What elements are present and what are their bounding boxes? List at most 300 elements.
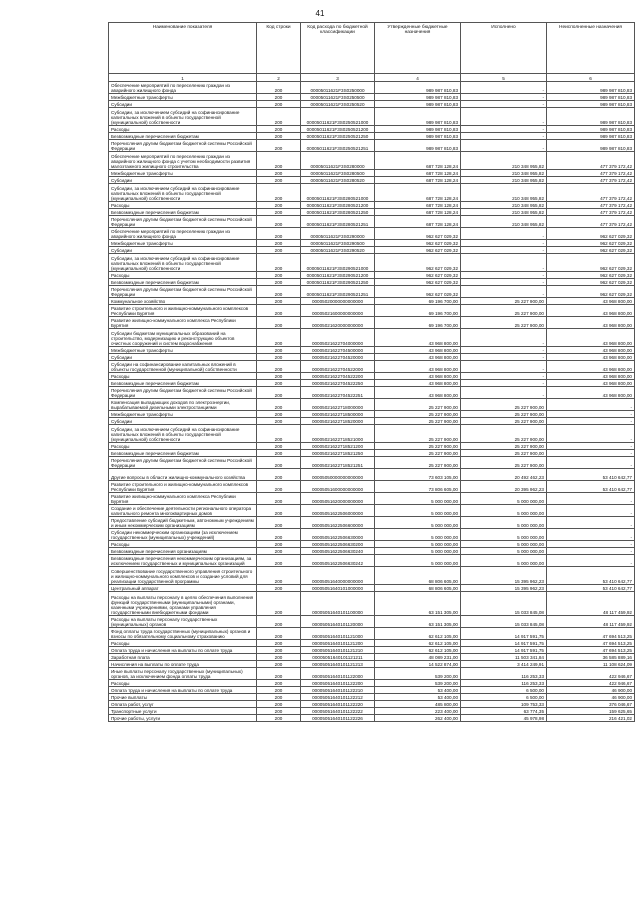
row-unexecuted: 962 627 029,32: [547, 254, 635, 272]
row-unexecuted: -: [547, 529, 635, 541]
table-row: [109, 567, 635, 585]
row-approved: 68 806 605,00: [375, 567, 461, 585]
row-budget-code: 00005051622506600000: [301, 517, 375, 529]
table-row: [109, 450, 635, 457]
row-line-code: 200: [257, 247, 301, 254]
row-name: Безвозмездные перечисления организациям: [109, 548, 257, 555]
row-unexecuted: 43 968 800,00: [547, 329, 635, 347]
row-approved: 262 400,00: [375, 715, 461, 722]
row-name: Развитие жилищно-коммунального комплекса Республики Бурятия: [109, 493, 257, 505]
row-executed: 25 227 900,00: [461, 399, 547, 411]
row-executed: 25 227 900,00: [461, 425, 547, 443]
row-budget-code: 00005051640101122200: [301, 680, 375, 687]
row-budget-code: 00005021622718500000: [301, 411, 375, 418]
row-approved: 62 612 105,00: [375, 640, 461, 647]
row-line-code: 200: [257, 82, 301, 94]
row-unexecuted: 477 379 172,42: [547, 202, 635, 209]
row-approved: 62 612 105,00: [375, 628, 461, 640]
row-line-code: 200: [257, 694, 301, 701]
row-approved: 25 227 900,00: [375, 450, 461, 457]
row-executed: 210 348 955,82: [461, 184, 547, 202]
row-budget-code: 00005051640101121000: [301, 628, 375, 640]
row-approved: 5 000 000,00: [375, 548, 461, 555]
row-budget-code: 00005051640101122000: [301, 668, 375, 680]
row-executed: 11 503 341,84: [461, 654, 547, 661]
row-name: Обеспечение мероприятий по переселению граждан из аварийного жилищного фонда с учетом необходимости развития малоэтажного жилищного строительства: [109, 152, 257, 170]
row-unexecuted: 53 410 642,77: [547, 567, 635, 585]
column-number: 4: [375, 74, 461, 82]
table-row: [109, 715, 635, 722]
row-approved: 43 968 800,00: [375, 329, 461, 347]
row-unexecuted: 989 987 810,83: [547, 126, 635, 133]
row-name: Предоставление субсидий бюджетным, автономным учреждениям и иным некоммерческим организациям: [109, 517, 257, 529]
row-executed: 5 000 000,00: [461, 548, 547, 555]
row-name: Развитие строительного и жилищно-коммунального комплексов Республики Бурятия: [109, 305, 257, 317]
row-unexecuted: -: [547, 411, 635, 418]
row-unexecuted: 477 379 172,42: [547, 216, 635, 228]
row-approved: 962 627 029,32: [375, 286, 461, 298]
row-line-code: 200: [257, 286, 301, 298]
row-name: Безвозмездные перечисления некоммерческим организациям, за исключением государственных и муниципальных организаций: [109, 555, 257, 567]
row-unexecuted: 989 987 810,83: [547, 101, 635, 108]
row-approved: 43 968 800,00: [375, 387, 461, 399]
row-budget-code: 00005051622506630200: [301, 541, 375, 548]
row-executed: 25 227 900,00: [461, 305, 547, 317]
row-line-code: 200: [257, 425, 301, 443]
row-budget-code: 00005011621F3S0250521251: [301, 140, 375, 152]
row-budget-code: 00005021622718000000: [301, 399, 375, 411]
row-budget-code: 00005051640101122210: [301, 687, 375, 694]
row-unexecuted: 989 987 810,83: [547, 133, 635, 140]
row-executed: 45 978,98: [461, 715, 547, 722]
table-row: [109, 585, 635, 592]
column-header-executed: Исполнено: [461, 23, 547, 74]
table-row: [109, 481, 635, 493]
row-executed: 25 227 900,00: [461, 411, 547, 418]
row-line-code: 200: [257, 628, 301, 640]
row-line-code: 200: [257, 170, 301, 177]
row-unexecuted: 989 987 810,83: [547, 94, 635, 101]
row-unexecuted: -: [547, 493, 635, 505]
row-unexecuted: 962 627 029,32: [547, 240, 635, 247]
row-executed: 63 774,35: [461, 708, 547, 715]
row-budget-code: 00005021622718521250: [301, 450, 375, 457]
row-unexecuted: 962 627 029,32: [547, 286, 635, 298]
table-row: [109, 668, 635, 680]
row-budget-code: 00005021622718521000: [301, 425, 375, 443]
row-line-code: 200: [257, 616, 301, 628]
row-line-code: 200: [257, 177, 301, 184]
column-number: 2: [257, 74, 301, 82]
row-name: Безвозмездные перечисления бюджетам: [109, 133, 257, 140]
row-budget-code: 00005011621F3S0290520: [301, 247, 375, 254]
row-approved: 989 987 810,83: [375, 101, 461, 108]
table-row: [109, 140, 635, 152]
row-approved: 989 987 810,83: [375, 126, 461, 133]
row-line-code: 200: [257, 687, 301, 694]
row-unexecuted: 477 379 172,42: [547, 170, 635, 177]
table-row: [109, 640, 635, 647]
row-name: Заработная плата: [109, 654, 257, 661]
row-line-code: 200: [257, 493, 301, 505]
row-line-code: 200: [257, 347, 301, 354]
row-unexecuted: 477 379 172,42: [547, 209, 635, 216]
row-line-code: 200: [257, 240, 301, 247]
row-approved: 989 987 810,83: [375, 82, 461, 94]
column-number: 5: [461, 74, 547, 82]
row-name: Расходы: [109, 443, 257, 450]
table-row: [109, 298, 635, 305]
table-row: [109, 305, 635, 317]
column-number-row: [109, 74, 635, 82]
row-executed: 210 348 955,82: [461, 216, 547, 228]
row-line-code: 200: [257, 585, 301, 592]
row-name: Перечисления другим бюджетам бюджетной системы Российской Федерации: [109, 457, 257, 469]
row-approved: 962 627 029,32: [375, 272, 461, 279]
row-unexecuted: 422 946,67: [547, 680, 635, 687]
row-executed: -: [461, 286, 547, 298]
row-approved: 5 000 000,00: [375, 541, 461, 548]
row-unexecuted: 989 987 810,83: [547, 140, 635, 152]
row-executed: -: [461, 101, 547, 108]
row-budget-code: 00005011621F3S0290500: [301, 240, 375, 247]
table-row: [109, 380, 635, 387]
row-approved: 53 400,00: [375, 687, 461, 694]
table-row: [109, 529, 635, 541]
row-unexecuted: 53 410 642,77: [547, 585, 635, 592]
row-unexecuted: -: [547, 399, 635, 411]
row-budget-code: 00005011621F3S0280520: [301, 177, 375, 184]
row-executed: -: [461, 254, 547, 272]
row-budget-code: 00005051640101122220: [301, 701, 375, 708]
row-executed: 20 395 962,23: [461, 481, 547, 493]
row-approved: 687 728 128,24: [375, 170, 461, 177]
row-approved: 69 196 700,00: [375, 317, 461, 329]
row-name: Развитие строительного и жилищно-коммунального комплексов Республики Бурятия: [109, 481, 257, 493]
row-approved: 962 627 029,32: [375, 254, 461, 272]
row-budget-code: 00005051640101121210: [301, 647, 375, 654]
row-budget-code: 00005011621F3S0290000: [301, 228, 375, 240]
row-budget-code: 00005011621F3S0280521000: [301, 184, 375, 202]
row-name: Обеспечение мероприятий по переселению граждан из аварийного жилищного фонда: [109, 82, 257, 94]
row-name: Оплата труда и начисления на выплаты по оплате труда: [109, 647, 257, 654]
page-number: 41: [315, 9, 325, 18]
row-name: Центральный аппарат: [109, 585, 257, 592]
row-line-code: 200: [257, 715, 301, 722]
table-row: [109, 108, 635, 126]
row-executed: 25 227 900,00: [461, 450, 547, 457]
row-unexecuted: 989 987 810,83: [547, 108, 635, 126]
row-approved: 962 627 029,32: [375, 247, 461, 254]
row-approved: 68 806 605,00: [375, 585, 461, 592]
row-executed: -: [461, 387, 547, 399]
row-unexecuted: 47 694 513,25: [547, 640, 635, 647]
row-executed: 20 492 462,23: [461, 469, 547, 481]
row-executed: -: [461, 126, 547, 133]
row-name: Совершенствование государственного управления строительного и жилищно-коммунального комплексов и создание условий для реализации государственной программы: [109, 567, 257, 585]
row-name: Субсидии, за исключением субсидий на софинансирование капитальных вложений в объекты государственной (муниципальной) собственности: [109, 184, 257, 202]
row-line-code: 200: [257, 647, 301, 654]
table-row: [109, 202, 635, 209]
row-executed: 5 000 000,00: [461, 555, 547, 567]
table-row: [109, 286, 635, 298]
row-line-code: 200: [257, 317, 301, 329]
row-approved: 69 196 700,00: [375, 298, 461, 305]
row-executed: 210 348 955,82: [461, 170, 547, 177]
row-budget-code: 00005051600000000000: [301, 481, 375, 493]
row-approved: 5 000 000,00: [375, 555, 461, 567]
row-line-code: 200: [257, 272, 301, 279]
column-number: 1: [109, 74, 257, 82]
row-line-code: 200: [257, 505, 301, 517]
row-approved: 69 196 700,00: [375, 305, 461, 317]
row-budget-code: 00005011621F3S0290521200: [301, 272, 375, 279]
row-line-code: 200: [257, 305, 301, 317]
row-line-code: 200: [257, 387, 301, 399]
row-executed: -: [461, 240, 547, 247]
row-budget-code: 00005011621F3S0250521000: [301, 108, 375, 126]
row-budget-code: 00005051640101120000: [301, 616, 375, 628]
row-line-code: 200: [257, 94, 301, 101]
row-name: Субсидии: [109, 247, 257, 254]
row-executed: -: [461, 347, 547, 354]
row-unexecuted: 43 968 800,00: [547, 298, 635, 305]
table-row: [109, 680, 635, 687]
row-unexecuted: 989 987 810,83: [547, 82, 635, 94]
row-name: Межбюджетные трансферты: [109, 170, 257, 177]
row-approved: 43 968 800,00: [375, 347, 461, 354]
table-row: [109, 126, 635, 133]
row-approved: 223 400,00: [375, 708, 461, 715]
table-row: [109, 101, 635, 108]
row-name: Прочие работы, услуги: [109, 715, 257, 722]
row-approved: 687 728 128,24: [375, 202, 461, 209]
row-name: Обеспечение мероприятий по переселению граждан из аварийного жилищного фонда: [109, 228, 257, 240]
row-executed: 116 253,33: [461, 668, 547, 680]
column-header-unexecuted: Неисполненные назначения: [547, 23, 635, 74]
row-line-code: 200: [257, 202, 301, 209]
row-approved: 687 728 128,24: [375, 209, 461, 216]
row-name: Оплата работ, услуг: [109, 701, 257, 708]
row-budget-code: 00005051640101121200: [301, 640, 375, 647]
row-unexecuted: -: [547, 425, 635, 443]
row-unexecuted: 962 627 029,32: [547, 272, 635, 279]
row-approved: 539 200,00: [375, 680, 461, 687]
row-executed: 15 395 962,23: [461, 585, 547, 592]
table-row: [109, 411, 635, 418]
row-executed: 15 395 962,23: [461, 567, 547, 585]
table-row: [109, 457, 635, 469]
row-unexecuted: 376 046,67: [547, 701, 635, 708]
row-approved: 43 968 800,00: [375, 361, 461, 373]
row-budget-code: 00005011621F3S0280521250: [301, 209, 375, 216]
row-executed: 109 753,33: [461, 701, 547, 708]
row-executed: 210 348 955,82: [461, 152, 547, 170]
row-name: Субсидии, за исключением субсидий на софинансирование капитальных вложений в объекты государственной (муниципальной) собственности: [109, 108, 257, 126]
row-budget-code: 00005051640101100000: [301, 592, 375, 616]
row-executed: -: [461, 140, 547, 152]
row-line-code: 200: [257, 592, 301, 616]
table-row: [109, 152, 635, 170]
row-line-code: 200: [257, 457, 301, 469]
row-budget-code: 00005021620000000000: [301, 317, 375, 329]
row-line-code: 200: [257, 529, 301, 541]
row-executed: -: [461, 354, 547, 361]
row-line-code: 200: [257, 373, 301, 380]
table-row: [109, 541, 635, 548]
row-approved: 25 227 900,00: [375, 411, 461, 418]
row-unexecuted: 477 379 172,42: [547, 184, 635, 202]
row-line-code: 200: [257, 126, 301, 133]
row-executed: 5 000 000,00: [461, 517, 547, 529]
table-row: [109, 184, 635, 202]
row-unexecuted: 47 694 513,25: [547, 647, 635, 654]
row-executed: 14 917 591,75: [461, 647, 547, 654]
row-line-code: 200: [257, 361, 301, 373]
row-budget-code: 00005051622506630000: [301, 529, 375, 541]
row-line-code: 200: [257, 443, 301, 450]
row-name: Субсидии: [109, 418, 257, 425]
row-name: Межбюджетные трансферты: [109, 94, 257, 101]
row-unexecuted: -: [547, 443, 635, 450]
row-budget-code: 00005021622704520000: [301, 354, 375, 361]
row-budget-code: 00005051622506630242: [301, 555, 375, 567]
row-unexecuted: 159 625,65: [547, 708, 635, 715]
row-line-code: 200: [257, 640, 301, 647]
row-name: Начисления на выплаты по оплате труда: [109, 661, 257, 668]
row-executed: -: [461, 329, 547, 347]
row-line-code: 200: [257, 661, 301, 668]
row-unexecuted: -: [547, 541, 635, 548]
row-name: Расходы на выплаты персоналу государственных (муниципальных) органов: [109, 616, 257, 628]
row-line-code: 200: [257, 209, 301, 216]
table-row: [109, 94, 635, 101]
row-approved: 962 627 029,32: [375, 279, 461, 286]
row-name: Перечисления другим бюджетам бюджетной системы Российской Федерации: [109, 286, 257, 298]
row-approved: 962 627 029,32: [375, 228, 461, 240]
row-line-code: 200: [257, 701, 301, 708]
row-line-code: 200: [257, 411, 301, 418]
table-row: [109, 654, 635, 661]
row-name: Субсидии бюджетам муниципальных образований на строительство, модернизацию и реконструкцию объектов очистных сооружений и систем водоснабжения: [109, 329, 257, 347]
row-unexecuted: -: [547, 505, 635, 517]
row-unexecuted: -: [547, 548, 635, 555]
row-executed: 15 033 845,08: [461, 616, 547, 628]
row-budget-code: 00005011621F3S0280521251: [301, 216, 375, 228]
table-row: [109, 354, 635, 361]
row-name: Расходы: [109, 680, 257, 687]
column-number: 3: [301, 74, 375, 82]
row-name: Перечисления другим бюджетам бюджетной системы Российской Федерации: [109, 387, 257, 399]
table-row: [109, 616, 635, 628]
row-executed: -: [461, 228, 547, 240]
row-executed: -: [461, 361, 547, 373]
row-approved: 43 968 800,00: [375, 373, 461, 380]
row-budget-code: 00005011621F3S0280500: [301, 170, 375, 177]
row-budget-code: 00005021622704522251: [301, 387, 375, 399]
row-executed: 15 033 845,08: [461, 592, 547, 616]
row-approved: 25 227 900,00: [375, 425, 461, 443]
row-name: Коммунальное хозяйство: [109, 298, 257, 305]
row-executed: 25 227 900,00: [461, 317, 547, 329]
row-line-code: 200: [257, 708, 301, 715]
row-budget-code: 00005021600000000000: [301, 305, 375, 317]
row-unexecuted: 962 627 029,32: [547, 247, 635, 254]
table-row: [109, 628, 635, 640]
column-header-line-code: Код строки: [257, 23, 301, 74]
table-row: [109, 425, 635, 443]
row-budget-code: 00005011621F3S0290521250: [301, 279, 375, 286]
row-line-code: 200: [257, 469, 301, 481]
row-line-code: 200: [257, 517, 301, 529]
row-unexecuted: 46 900,00: [547, 687, 635, 694]
row-unexecuted: 422 946,67: [547, 668, 635, 680]
row-budget-code: 00005051640000000000: [301, 567, 375, 585]
row-line-code: 200: [257, 481, 301, 493]
table-row: [109, 418, 635, 425]
row-executed: 5 000 000,00: [461, 493, 547, 505]
row-budget-code: 00005021622718520000: [301, 418, 375, 425]
table-row: [109, 82, 635, 94]
column-header-name: Наименование показателя: [109, 23, 257, 74]
table-row: [109, 555, 635, 567]
table-row: [109, 247, 635, 254]
row-budget-code: 00005050000000000000: [301, 469, 375, 481]
row-unexecuted: -: [547, 450, 635, 457]
row-budget-code: 00005051640101121213: [301, 661, 375, 668]
row-executed: 25 227 900,00: [461, 418, 547, 425]
table-row: [109, 373, 635, 380]
table-row: [109, 254, 635, 272]
table-row: [109, 687, 635, 694]
row-approved: 53 400,00: [375, 694, 461, 701]
row-name: Расходы: [109, 272, 257, 279]
table-row: [109, 240, 635, 247]
row-approved: 63 151 305,00: [375, 592, 461, 616]
row-line-code: 200: [257, 101, 301, 108]
row-approved: 14 522 874,00: [375, 661, 461, 668]
row-unexecuted: 11 108 624,09: [547, 661, 635, 668]
row-budget-code: 00005021622704500000: [301, 347, 375, 354]
row-executed: 210 348 955,82: [461, 209, 547, 216]
row-name: Безвозмездные перечисления бюджетам: [109, 450, 257, 457]
row-approved: 5 000 000,00: [375, 505, 461, 517]
row-line-code: 200: [257, 133, 301, 140]
row-name: Расходы: [109, 640, 257, 647]
row-unexecuted: 962 627 029,32: [547, 228, 635, 240]
row-approved: 989 987 810,83: [375, 94, 461, 101]
row-approved: 485 800,00: [375, 701, 461, 708]
row-name: Расходы: [109, 202, 257, 209]
table-row: [109, 694, 635, 701]
table-row: [109, 317, 635, 329]
row-line-code: 200: [257, 548, 301, 555]
row-unexecuted: 48 117 459,92: [547, 616, 635, 628]
row-approved: 5 000 000,00: [375, 529, 461, 541]
row-budget-code: 00005021622704522000: [301, 361, 375, 373]
table-row: [109, 133, 635, 140]
row-line-code: 200: [257, 418, 301, 425]
table-row: [109, 329, 635, 347]
row-unexecuted: 216 421,02: [547, 715, 635, 722]
row-line-code: 200: [257, 450, 301, 457]
row-unexecuted: 43 968 800,00: [547, 347, 635, 354]
row-name: Компенсация выпадающих доходов по электроэнергии, вырабатываемой дизельными электростанциями: [109, 399, 257, 411]
budget-execution-table: [108, 22, 635, 722]
row-executed: -: [461, 380, 547, 387]
table-row: [109, 708, 635, 715]
column-number: 6: [547, 74, 635, 82]
